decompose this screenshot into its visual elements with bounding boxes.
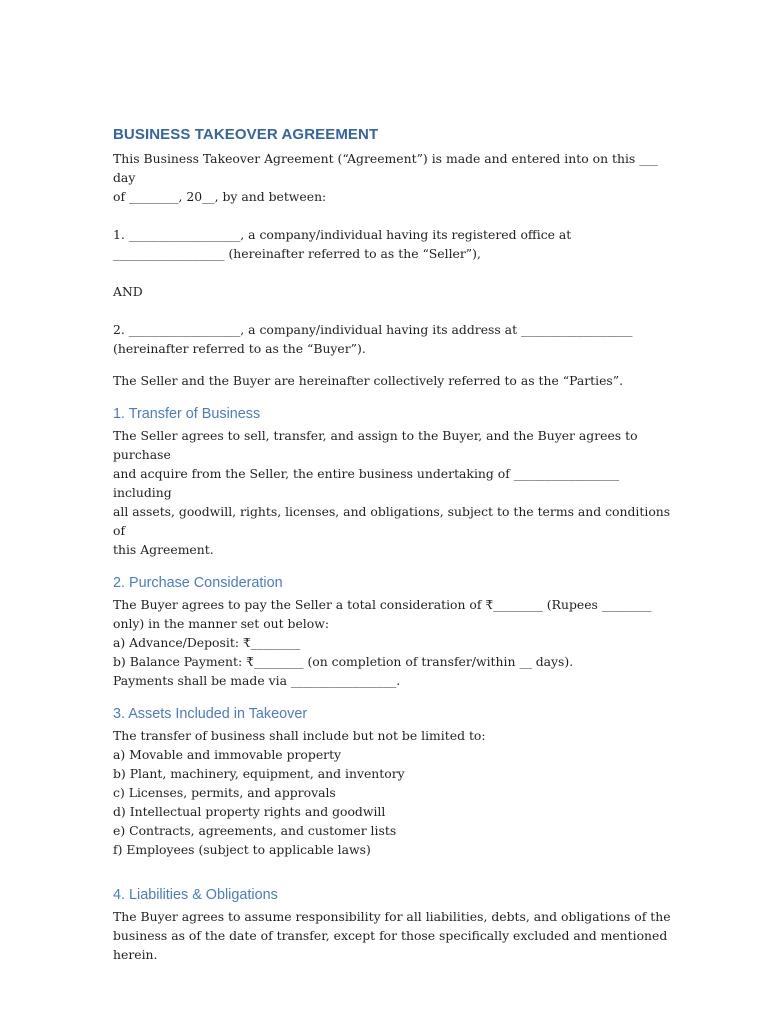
section-line: b) Balance Payment: ₹________ (on completion of transfer/within __ days). [113,654,574,669]
intro-paragraph [113,149,673,206]
section-line: only) in the manner set out below: [113,616,330,631]
section-line: all assets, goodwill, rights, licenses, and obligations, subject to the terms and conditions of [113,504,675,538]
assets-list [113,745,673,859]
section-heading: 1. Transfer of Business [113,406,261,422]
document-title: BUSINESS TAKEOVER AGREEMENT [113,126,379,143]
section-line: Payments shall be made via _________________. [113,673,401,688]
section-line: herein. [113,947,158,962]
document-page [113,124,673,964]
and-separator: AND [113,284,143,299]
section-line: The Buyer agrees to assume responsibility for all liabilities, debts, and obligations of the [113,909,671,924]
party-two-line: 2. __________________, a company/individual having its address at __________________ [113,322,633,337]
party-one-line: 1. __________________, a company/individual having its registered office at [113,227,572,242]
party-one-paragraph [113,225,673,263]
intro-line: This Business Takeover Agreement (“Agreement”) is made and entered into on this ___ day [113,151,662,185]
intro-line: of ________, 20__, by and between: [113,189,327,204]
section-transfer-of-business [113,403,673,559]
list-item: a) Movable and immovable property [113,747,342,762]
section-line: The Seller agrees to sell, transfer, and assign to the Buyer, and the Buyer agrees to purchase [113,428,642,462]
section-assets-included [113,703,673,859]
section-line: The transfer of business shall include but not be limited to: [113,728,486,743]
section-purchase-consideration [113,572,673,690]
section-liabilities-obligations [113,884,673,964]
list-item: b) Plant, machinery, equipment, and inventory [113,766,405,781]
section-line: this Agreement. [113,542,214,557]
section-line: a) Advance/Deposit: ₹________ [113,635,301,650]
list-item: c) Licenses, permits, and approvals [113,785,336,800]
section-line: The Buyer agrees to pay the Seller a total consideration of ₹________ (Rupees ________ [113,597,652,612]
section-heading: 2. Purchase Consideration [113,575,283,591]
section-heading: 4. Liabilities & Obligations [113,887,278,903]
list-item: e) Contracts, agreements, and customer lists [113,823,397,838]
party-two-paragraph [113,320,673,358]
section-line: business as of the date of transfer, except for those specifically excluded and mentioned [113,928,668,943]
section-heading: 3. Assets Included in Takeover [113,706,308,722]
party-two-line: (hereinafter referred to as the “Buyer”). [113,341,366,356]
list-item: d) Intellectual property rights and goodwill [113,804,386,819]
list-item: f) Employees (subject to applicable laws) [113,842,371,857]
party-one-line: __________________ (hereinafter referred to as the “Seller”), [113,246,481,261]
section-line: and acquire from the Seller, the entire business undertaking of _________________ including [113,466,624,500]
parties-note: The Seller and the Buyer are hereinafter collectively referred to as the “Parties”. [113,373,624,388]
